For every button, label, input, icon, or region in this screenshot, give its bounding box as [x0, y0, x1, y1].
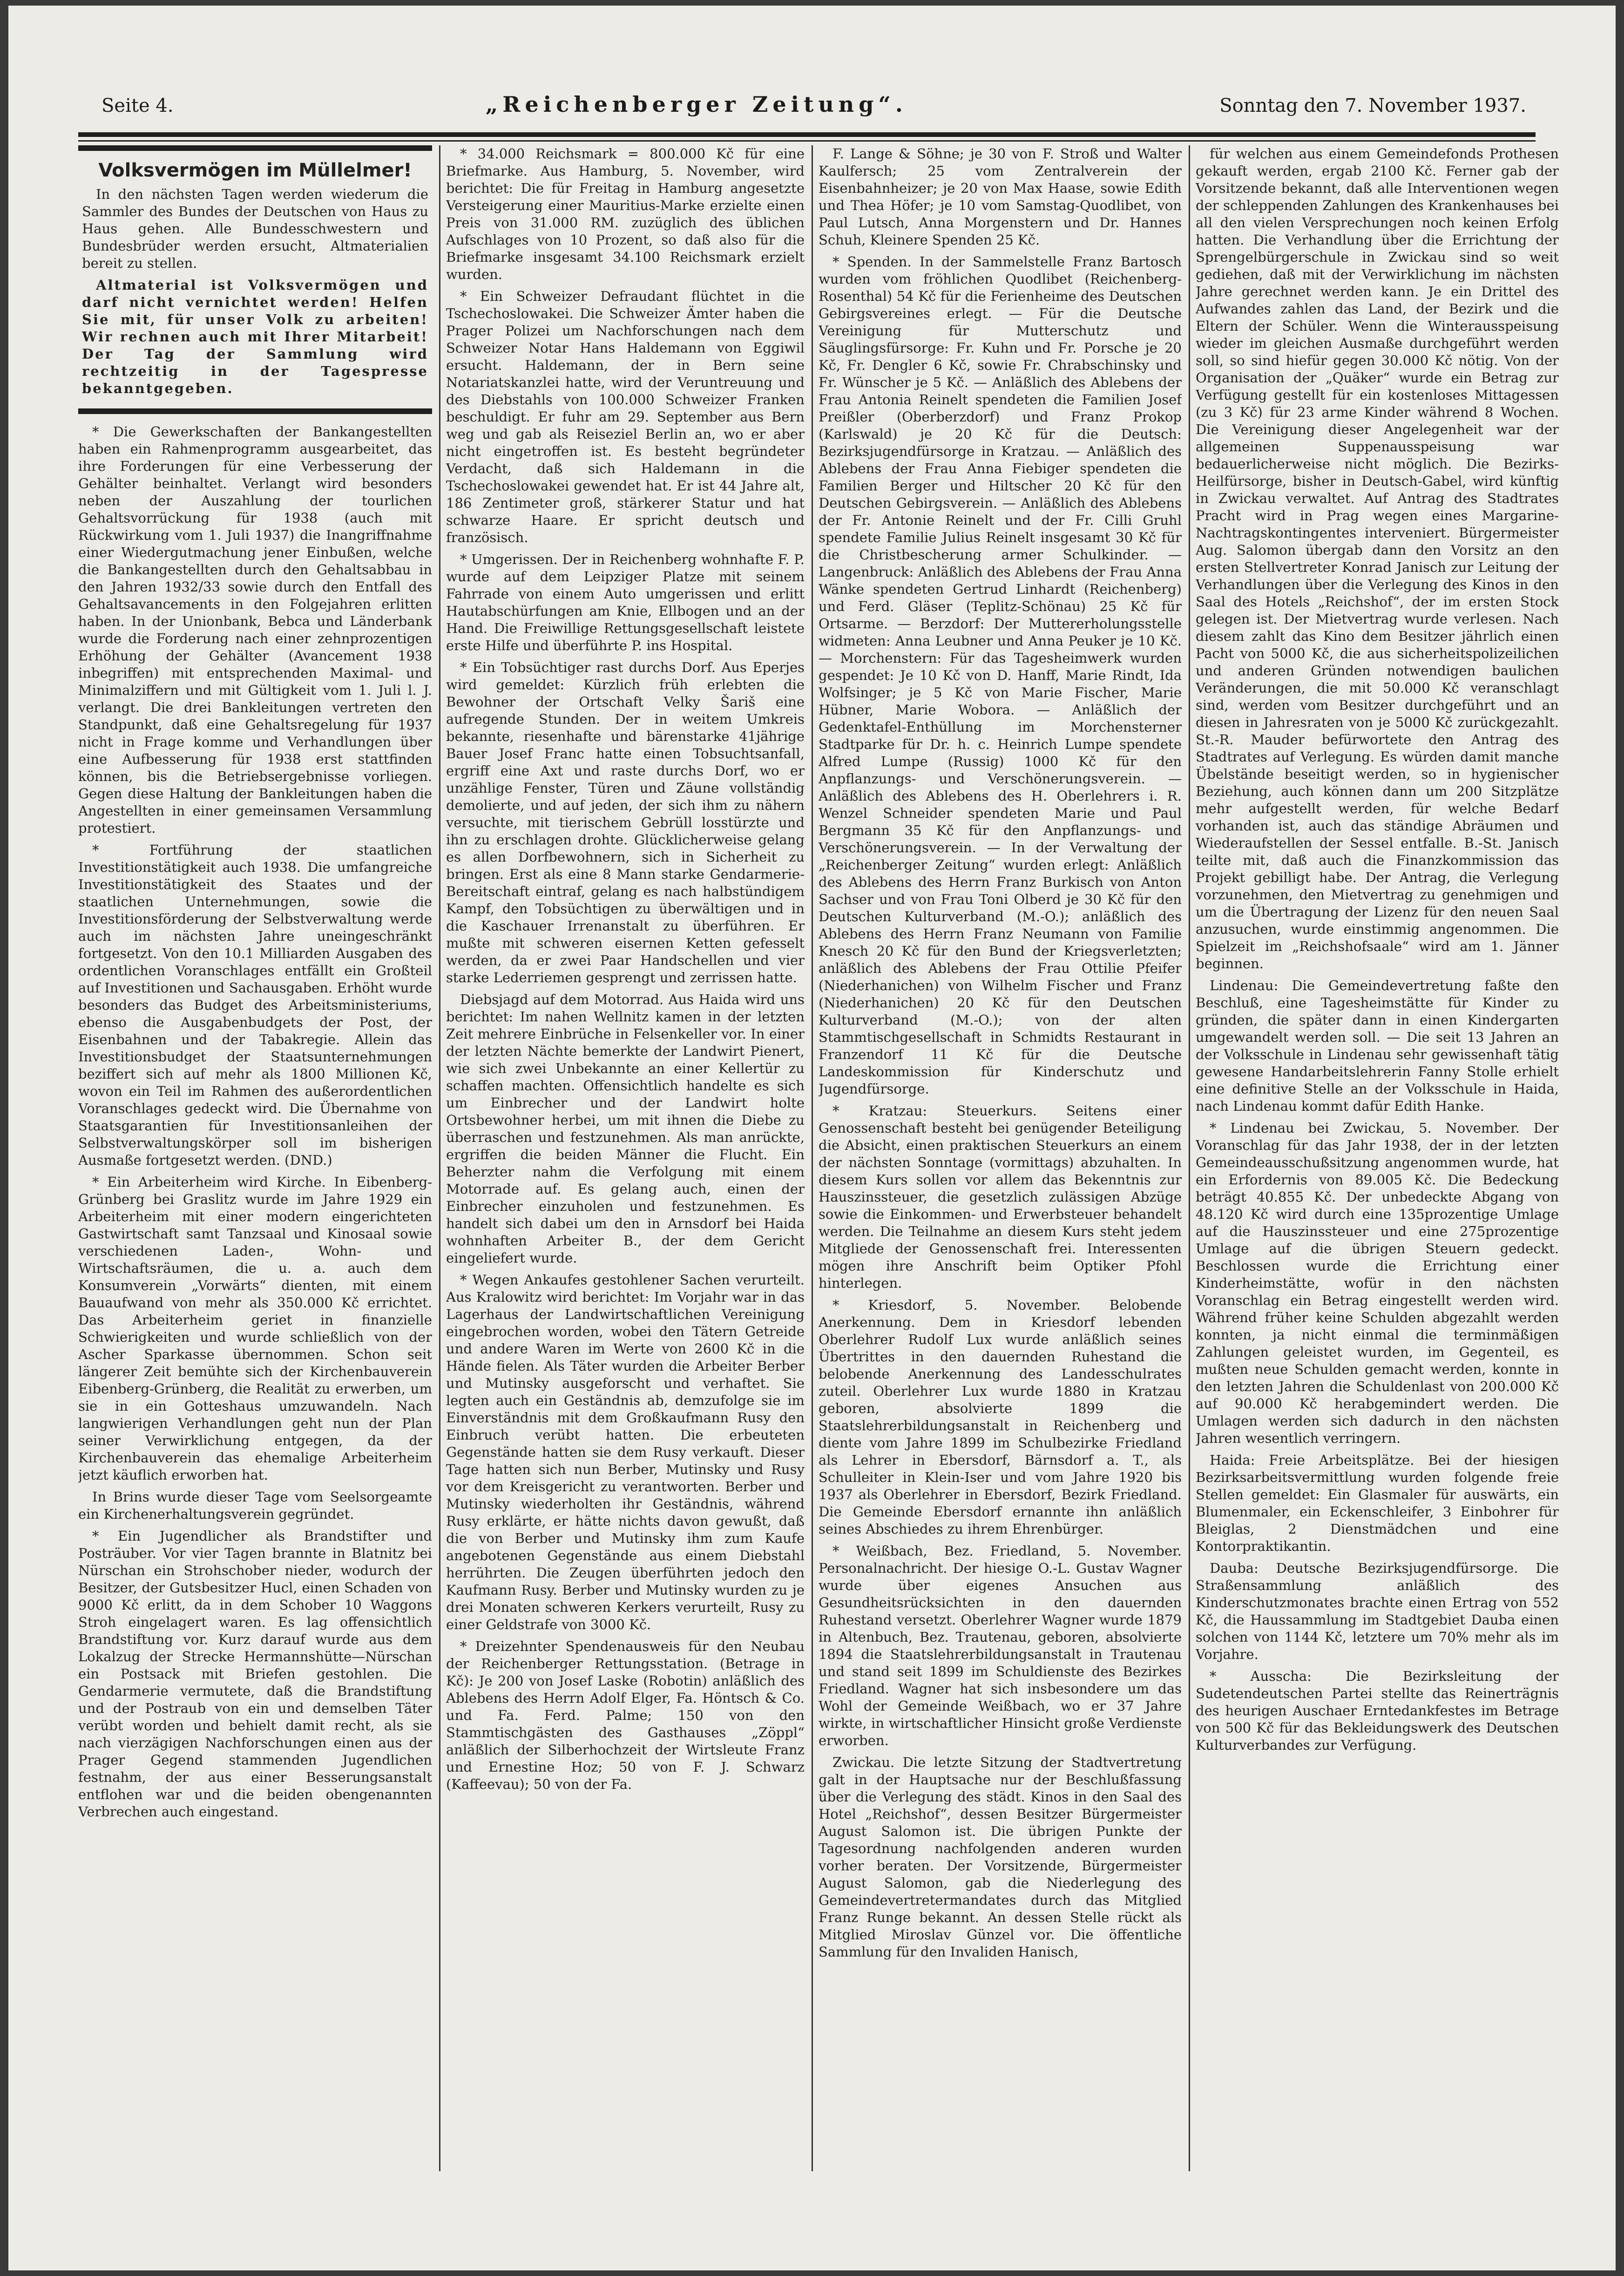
notice-title: Volksvermögen im Müllelmer! [98, 160, 412, 181]
header-rule [78, 132, 1536, 137]
notice-text: In den nächsten Tagen werden wiederum die Sammler des Bundes der Deutschen von Haus zu Haus gehen. Alle Bundesschwestern und Bundesbrüder werden ersucht, Altmaterialien bereit zu stellen. [82, 186, 428, 271]
masthead: „Reichenberger Zeitung“. [485, 92, 907, 117]
article-kriesdorf-recognition: * Kriesdorf, 5. November. Belobende Anerkennung. Dem in Kriesdorf lebenden Oberlehrer Rudolf Lux wurde anläßlich seines Übertrittes in den dauernden Ruhestand die belobende Anerkennung des Landesschulrates zuteil. Oberlehrer Lux wurde 1880 in Kratzau geboren, absolvierte 1899 die Staatslehrerbildungsanstalt in Reichenberg und diente vom Jahre 1899 im Schulbezirke Friedland als Lehrer in Ebersdorf, Bärnsdorf a. T., als Schulleiter in Klein-Iser und vom Jahre 1920 bis 1937 als Oberlehrer in Ebersdorf, Bezirk Friedland. Die Gemeinde Ebersdorf ernannte ihn anläßlich seines Abschiedes zu ihrem Ehrenbürger. [819, 1297, 1182, 1537]
article-motorcycle-chase: Diebsjagd auf dem Motorrad. Aus Haida wird uns berichtet: Im nahen Wellnitz kamen in der letzten Zeit mehrere Einbrüche in Felsenkeller vor. In einer der letzten Nächte bemerkte der Landwirt Pienert, wie sich zwei Unbekannte an einer Kellertür zu schaffen machten. Offensichtlich handelte es sich um Einbrecher und der Landwirt holte Ortsbewohner herbei, um mit ihnen die Diebe zu überraschen und festzunehmen. Als man anrückte, ergriffen die beiden Männer die Flucht. Ein Beherzter nahm die Verfolgung mit einem Motorrade auf. Es gelang auch, einen der Einbrecher einzuholen und festzunehmen. Es handelt sich dabei um den in Arnsdorf bei Haida wohnhaften Arbeiter B., der dem Gericht eingeliefert wurde. [446, 992, 805, 1266]
article-young-arsonist: * Ein Jugendlicher als Brandstifter und Posträuber. Vor vier Tagen brannte in Blatnitz bei Nürschan ein Strohschober nieder, wodurch der Besitzer, der Gutsbesitzer Hucl, einen Schaden von 9000 Kč erlitt, da in dem Schober 10 Waggons Stroh eingelagert waren. Es lag offensichtlich Brandstiftung vor. Kurz darauf wurde aus dem Lokalzug der Strecke Hermannshütte—Nürschan ein Postsack mit Briefen gestohlen. Die Gendarmerie vermutete, daß die Brandstiftung und der Postraub von ein und demselben Täter verübt worden und behielt damit recht, als sie nach vierzägigen Nachforschungen einen aus der Prager Gegend stammenden Jugendlichen festnahm, der aus einer Besserungsanstalt entflohen war und die beiden obengenannten Verbrechen auch eingestand. [78, 1528, 432, 1820]
page-number: Seite 4. [102, 95, 174, 116]
header-rule-thin [78, 140, 1536, 142]
article-lindenau-daycare: Lindenau: Die Gemeindevertretung faßte den Beschluß, eine Tagesheimstätte für Kinder zu gründen, die später dann in einen Kindergarten umgewandelt werden soll. — Die seit 13 Jahren an der Volksschule in Lindenau sehr gewissenhaft tätig gewesene Handarbeitslehrerin Fanny Stolle erhielt eine definitive Stelle an der Volksschule in Haida, nach Lindenau kommt dafür Edith Hanke. [1196, 978, 1559, 1114]
article-dauba-youth-welfare: Dauba: Deutsche Bezirksjugendfürsorge. Die Straßensammlung anläßlich des Kinderschutzmonates brachte einen Ertrag von 552 Kč, die Haussammlung im Stadtgebiet Dauba einen solchen von 1144 Kč, letztere um 70% mehr als im Vorjahre. [1196, 1560, 1559, 1662]
notice-appeal: Altmaterial ist Volksvermögen und darf nicht vernichtet werden! Helfen Sie mit, für unser Volk zu arbeiten! Wir rechnen auch mit Ihrer Mitarbeit! Der Tag der Sammlung wird rechtzeitig in der Tagespresse bekanntgegeben. [82, 277, 428, 396]
article-auscha-party: * Ausscha: Die Bezirksleitung der Sudetendeutschen Partei stellte das Reinerträgnis des heurigen Auschaer Erntedankfestes im Betrage von 500 Kč für das Bekleidungswerk des Deutschen Kulturverbandes zur Verfügung. [1196, 1668, 1559, 1753]
article-lindenau-budget: * Lindenau bei Zwickau, 5. November. Der Voranschlag für das Jahr 1938, der in der letzten Gemeindeausschußsitzung angenommen wurde, hat ein Erfordernis von 89.005 Kč. Die Bedeckung beträgt 40.855 Kč. Der unbedeckte Abgang von 48.120 Kč wird durch eine 135prozentige Umlage auf die Hauszinssteuer und eine 275prozentige Umlage auf die übrigen Steuern gedeckt. Beschlossen wurde die Errichtung einer Kinderheimstätte, wofür in den nächsten Voranschlag ein Betrag eingestellt werden wird. Während früher keine Schulden abgezahlt werden konnten, ja nicht einmal die terminmäßigen Zahlungen geleistet wurden, im Gegenteil, es mußten neue Schulden gemacht werden, konnte in den letzten Jahren die Schuldenlast von 200.000 Kč auf 90.000 Kč herabgemindert werden. Die Umlagen werden sich dadurch in den nächsten Jahren wesentlich verringern. [1196, 1120, 1559, 1446]
article-bank-salaries: * Die Gewerkschaften der Bankangestellten haben ein Rahmenprogramm ausgearbeitet, das ihre Forderungen für eine Verbesserung der Gehälter beinhaltet. Verlangt wird besonders neben der Auszahlung der tourlichen Gehaltsvorrückung für 1938 (auch mit Rückwirkung vom 1. Juli 1937) die Inangriffnahme einer Wiedergutmachung jener Einbußen, welche die Bankangestellten durch den Gehaltsabbau in den Jahren 1932/33 sowie durch den Entfall des Gehaltsavancements in den Folgejahren erlitten haben. In der Unionbank, Bebca und Länderbank wurde die Forderung nach einer zehnprozentigen Erhöhung der Gehälter (Avancement 1938 inbegriffen) mit entsprechenden Maximal- und Minimalziffern und mit Gültigkeit vom 1. Juli l. J. verlangt. Die drei Bankleitungen vertreten den Standpunkt, daß eine Gehaltsregelung für 1937 nicht in Frage komme und Verhandlungen über eine Aufbesserung für 1938 erst stattfinden können, bis die Betriebsergebnisse vorliegen. Gegen diese Haltung der Bankleitungen haben die Angestellten in einer gemeinsamen Versammlung protestiert. [78, 424, 432, 836]
article-workers-home-church: * Ein Arbeiterheim wird Kirche. In Eibenberg-Grünberg bei Graslitz wurde im Jahre 1929 ein Arbeiterheim mit einer modern eingerichteten Gastwirtschaft samt Tanzsaal und Kinosaal sowie verschiedenen Laden-, Wohn- und Wirtschaftsräumen, die u. a. auch dem Konsumverein „Vorwärts“ dienten, mit einem Bauaufwand von mehr als 350.000 Kč errichtet. Das Arbeiterheim geriet in finanzielle Schwierigkeiten und wurde schließlich von der Ascher Sparkasse übernommen. Schon seit längerer Zeit bemühte sich der Kirchenbauverein Eibenberg-Grünberg, die Realität zu erwerben, um sie in ein Gotteshaus umzuwandeln. Nach langwierigen Verhandlungen geht nun der Plan seiner Verwirklichung entgegen, da der Kirchenbauverein das ehemalige Arbeiterheim jetzt käuflich erworben hat. [78, 1174, 432, 1483]
column-separator [439, 145, 440, 2171]
article-zwickau-council-continued: für welchen aus einem Gemeindefonds Prothesen gekauft werden, ergab 2100 Kč. Ferner gab der Vorsitzende bekannt, daß alle Interventionen wegen der schleppenden Zahlungen des Krankenhauses bei all den vielen Versprechungen noch keinen Erfolg hatten. Die Verhandlung über die Errichtung der Sprengelbürgerschule in Zwickau sind so weit gediehen, daß mit der Verwirklichung im nächsten Jahre gerechnet werden kann. Je ein Drittel des Aufwandes zahlen das Land, der Bezirk und die Eltern der Schüler. Wenn die Winterausspeisung wieder im gleichen Ausmaße durchgeführt werden soll, so sind hiefür gegen 30.000 Kč nötig. Von der Organisation der „Quäker“ wurde ein Betrag zur Verfügung gestellt für ein kostenloses Mittagessen (zu 3 Kč) für 23 arme Kinder während 8 Wochen. Die Vereinigung dieser Angelegenheit war der allgemeinen Suppenausspeisung war bedauerlicherweise nicht möglich. Die Bezirks-Heilfürsorge, bisher in Deutsch-Gabel, wird künftig in Zwickau verwaltet. Auf Antrag des Stadtrates Pracht wird in Prag wegen eines Margarine-Nachtragskontingentes interveniert. Bürgermeister Aug. Salomon übergab dann den Vorsitz an den ersten Stellvertreter Konrad Janisch zur Leitung der Verhandlungen über die Verlegung des Kinos in den Saal des Hotels „Reichshof“, der im ersten Stock gelegen ist. Der Mietvertrag wurde verlesen. Nach diesem zahlt das Kino dem Besitzer jährlich einen Pacht von 5000 Kč, die aus sicherheitspolizeilichen und anderen Gründen notwendigen baulichen Veränderungen, die mit 50.000 Kč veranschlagt sind, werden vom Besitzer durchgeführt und an diesen in Jahresraten von je 5000 Kč zurückgezahlt. St.-R. Mauder befürwortete den Antrag des Stadtrates auf Verlegung. Es würden damit manche Übelstände beseitigt werden, so in hygienischer Beziehung, auch können dann um 200 Sitzplätze mehr aufgestellt werden, für welche Bedarf vorhanden ist, auch das ständige Abräumen und Wiederaufstellen der Sessel entfalle. B.-St. Janisch teilte mit, daß auch die Finanzkommission das Projekt gebilligt habe. Der Antrag, die Verlegung vorzunehmen, den Mietvertrag zu genehmigen und um die Übertragung der Lizenz für den neuen Saal anzusuchen, wurde einstimmig angenommen. Die Spielzeit im „Reichshofsaale“ wird am 1. Jänner beginnen. [1196, 146, 1559, 972]
article-donations: * Spenden. In der Sammelstelle Franz Bartosch wurden vom fröhlichen Quodlibet (Reichenberg-Rosenthal) 54 Kč für die Ferienheime des Deutschen Gebirgsvereines erlegt. — Für die Deutsche Vereinigung für Mutterschutz und Säuglingsfürsorge: Fr. Kuhn und Fr. Porsche je 20 Kč, Fr. Dengler 6 Kč, sowie Fr. Chrabschinsky und Fr. Wünscher je 5 Kč. — Anläßlich des Ablebens der Frau Antonia Reinelt spendeten die Familien Josef Preißler (Oberberzdorf) und Franz Prokop (Karlswald) je 20 Kč für die Deutsch: Bezirksjugendfürsorge in Kratzau. — Anläßlich des Ablebens der Frau Anna Fiebiger spendeten die Familien Berger und Hiltscher 20 Kč für den Deutschen Gebirgsverein. — Anläßlich des Ablebens der Fr. Antonie Reinelt und der Fr. Cilli Gruhl spendete Familie Julius Reinelt insgesamt 30 Kč für die Christbescherung armer Schulkinder. — Langenbruck: Anläßlich des Ablebens der Frau Anna Wänke spendeten Gertrud Linhardt (Reichenberg) und Ferd. Gläser (Teplitz-Schönau) 25 Kč für Ortsarme. — Berzdorf: Der Muttererholungsstelle widmeten: Anna Leubner und Anna Peuker je 10 Kč. — Morchenstern: Für das Tagesheimwerk wurden gespendet: Je 10 Kč von D. Hanff, Marie Rindt, Ida Wolfsinger; je 5 Kč von Marie Fischer, Marie Hübner, Marie Wobora. — Anläßlich der Gedenktafel-Enthüllung im Morchensterner Stadtparke für Dr. h. c. Heinrich Lumpe spendete Alfred Lumpe (Russig) 1000 Kč für den Anpflanzungs- und Verschönerungsverein. — Anläßlich des Ablebens des H. Oberlehrers i. R. Wenzel Schneider spendeten Marie und Paul Bergmann 35 Kč für den Anpflanzungs- und Verschönerungsverein. — In der Verwaltung der „Reichenberger Zeitung“ wurden erlegt: Anläßlich des Ablebens des Herrn Franz Burkisch von Anton Sachser und von Frau Toni Olberd je 30 Kč für den Deutschen Kulturverband (M.-O.); anläßlich des Ablebens des Herrn Franz Neumann von Familie Knesch 20 Kč für den Bund der Kriegsverletzten; anläßlich des Ablebens der Frau Ottilie Pfeifer (Niederhanichen) von Wilhelm Fischer und Franz (Niederhanichen) 20 Kč für den Deutschen Kulturverband (M.-O.); von der alten Stammtischgesellschaft in Schmidts Restaurant in Franzendorf 11 Kč für die Deutsche Landeskommission für Kinderschutz und Jugendfürsorge. [819, 254, 1182, 1097]
article-raving-farmer: * Ein Tobsüchtiger rast durchs Dorf. Aus Eperjes wird gemeldet: Kürzlich früh erlebten die Bewohner der Ortschaft Velky Šariš eine aufregende Stunden. Der in weitem Umkreis bekannte, riesenhafte und bärenstarke 41jährige Bauer Josef Franc hatte einen Tobsuchtsanfall, ergriff eine Axt und raste durchs Dorf, wo er unzählige Fenster, Türen und Zäune vollständig demolierte, und auf jeden, der sich ihm zu nähern versuchte, mit tierischem Gebrüll losstürzte und ihn zu erschlagen drohte. Glücklicherweise gelang es allen Dorfbewohnern, sich in Sicherheit zu bringen. Erst als eine 8 Mann starke Gendarmerie-Bereitschaft eintraf, gelang es nach halbstündigem Kampf, den Tobsüchtigen zu überwältigen und in die Kaschauer Irrenanstalt zu überführen. Er mußte mit schweren eisernen Ketten gefesselt werden, da er zwei Paar Handschellen und vier starke Lederriemen gesprengt und zerrissen hatte. [446, 659, 805, 985]
article-donations-continued: F. Lange & Söhne; je 30 von F. Stroß und Walter Kaulfersch; 25 vom Zentralverein der Eisenbahnheizer; je 20 von Max Haase, sowie Edith und Thea Höfer; je 10 vom Samstag-Quodlibet, von Paul Lutsch, Anna Morgenstern und Dr. Hannes Schuh, Kleinere Spenden 25 Kč. [819, 146, 1182, 248]
column-separator [1189, 145, 1190, 2171]
column-4 [1196, 145, 1559, 2176]
article-zwickau-council: Zwickau. Die letzte Sitzung der Stadtvertretung galt in der Hauptsache nur der Beschlußfassung über die Verlegung des städt. Kinos in den Saal des Hotel „Reichshof“, dessen Besitzer Bürgermeister August Salomon ist. Die übrigen Punkte der Tagesordnung nachfolgenden anderen wurden vorher beraten. Der Vorsitzende, Bürgermeister August Salomon, gab die Niederlegung des Gemeindevertretermandates durch das Mitglied Franz Runge bekannt. An dessen Stelle rückt als Mitglied Miroslav Günzel vor. Die öffentliche Sammlung für den Invaliden Hanisch, [819, 1754, 1182, 1960]
column-1 [78, 145, 432, 2176]
issue-date: Sonntag den 7. November 1937. [1219, 95, 1526, 116]
article-weissbach-personnel: * Weißbach, Bez. Friedland, 5. November. Personalnachricht. Der hiesige O.-L. Gustav Wagner wurde über eigenes Ansuchen aus Gesundheitsrücksichten in den dauernden Ruhestand versetzt. Oberlehrer Wagner wurde 1879 in Altenbuch, Bez. Trautenau, geboren, absolvierte 1894 die Staatslehrerbildungsanstalt in Trautenau und stand seit 1899 im Schuldienste des Bezirkes Friedland. Wagner hat sich insbesondere um das Wohl der Gemeinde Weißbach, wo er 37 Jahre wirkte, in wirtschaftlicher Hinsicht große Verdienste erworben. [819, 1543, 1182, 1748]
column-3 [819, 145, 1182, 2176]
article-rescue-station-donations: * Dreizehnter Spendenausweis für den Neubau der Reichenberger Rettungsstation. (Betrage in Kč): Je 200 von Josef Laske (Robotin) anläßlich des Ablebens des Herrn Adolf Elger, Fa. Höntsch & Co. und Fa. Ferd. Palme; 150 von den Stammtischgästen des Gasthauses „Zöppl“ anläßlich der Silberhochzeit der Wirtsleute Franz und Ernestine Hoz; 50 von F. J. Schwarz (Kaffeevau); 50 von der Fa. [446, 1638, 805, 1792]
article-haida-jobs: Haida: Freie Arbeitsplätze. Bei der hiesigen Bezirksarbeitsvermittlung wurden folgende freie Stellen gemeldet: Ein Glasmaler für auswärts, ein Blumenmaler, ein Eckenschleifer, 3 Einbohrer für Bleiglas, 2 Dienstmädchen und eine Kontorpraktikantin. [1196, 1452, 1559, 1554]
article-swiss-defraudant: * Ein Schweizer Defraudant flüchtet in die Tschechoslowakei. Die Schweizer Ämter haben die Prager Polizei um Nachforschungen nach dem Schweizer Notar Hans Haldemann von Eggiwil ersucht. Haldemann, der in Bern seine Notariatskanzlei hatte, wird der Veruntreuung und des Diebstahls von 100.000 Schweizer Franken beschuldigt. Er fuhr am 29. September aus Bern weg und gab als Reiseziel Berlin an, wo er aber nicht eingetroffen ist. Es besteht begründeter Verdacht, daß sich Haldemann in die Tschechoslowakei gewendet hat. Er ist 44 Jahre alt, 186 Zentimeter groß, stärkerer Statur und hat schwarze Haare. Er spricht deutsch und französisch. [446, 288, 805, 545]
page-header [102, 92, 1526, 134]
article-kratzau-tax-course: * Kratzau: Steuerkurs. Seitens einer Genossenschaft besteht bei genügender Beteiligung die Absicht, einen praktischen Steuerkurs an einem der nächsten Sonntage (vormittags) abzuhalten. In diesem Kurs sollen vor allem das Bekenntnis zur Hauszinssteuer, die gesetzlich zulässigen Abzüge sowie die Einkommen- und Erwerbsteuer behandelt werden. Die Teilnahme an diesem Kurs steht jedem Mitgliede der Genossenschaft frei. Interessenten mögen ihre Anschrift beim Optiker Pfohl hinterlegen. [819, 1103, 1182, 1291]
article-stamp-auction: * 34.000 Reichsmark = 800.000 Kč für eine Briefmarke. Aus Hamburg, 5. November, wird berichtet: Die für Freitag in Hamburg angesetzte Versteigerung einer Mauritius-Marke erzielte einen Preis von 31.000 RM. zuzüglich des üblichen Aufschlages von 10 Prozent, so daß also für die Briefmarke insgesamt 34.100 Reichsmark erzielt wurden. [446, 146, 805, 282]
article-cyclist-accident: * Umgerissen. Der in Reichenberg wohnhafte F. P. wurde auf dem Leipziger Platze mit seinem Fahrrade von einem Auto umgerissen und erlitt Hautabschürfungen am Knie, Ellbogen und an der Hand. Die Freiwillige Rettungsgesellschaft leistete erste Hilfe und überführte P. ins Hospital. [446, 551, 805, 653]
article-brins-church-society: In Brins wurde dieser Tage vom Seelsorgeamte ein Kirchenerhaltungsverein gegründet. [78, 1489, 432, 1522]
notice-box [78, 145, 432, 414]
article-state-investment: * Fortführung der staatlichen Investitionstätigkeit auch 1938. Die umfangreiche Investitionstätigkeit des Staates und der staatlichen Unternehmungen, sowie die Investitionsförderung der Selbstverwaltung werde auch im nächsten Jahre uneingeschränkt fortgesetzt. Von den 10.1 Milliarden Ausgaben des ordentlichen Voranschlages entfällt ein Großteil auf Investitionen und Sachausgaben. Erhöht wurde besonders das Budget des Arbeitsministeriums, ebenso die Ausgabenbudgets der Post, der Eisenbahnen und der Tabakregie. Allein das Investitionsbudget der Staatsunternehmungen beziffert sich auf mehr als 1800 Millionen Kč, wovon ein Teil im Rahmen des außerordentlichen Voranschlages gedeckt wird. Die Übernahme von Staatsgarantien für Investitionsanleihen der Selbstverwaltungskörper soll im bisherigen Ausmaße fortgesetzt werden. (DND.) [78, 842, 432, 1168]
column-2 [446, 145, 805, 2176]
article-stolen-goods-trial: * Wegen Ankaufes gestohlener Sachen verurteilt. Aus Kralowitz wird berichtet: Im Vorjahr war in das Lagerhaus der Landwirtschaftlichen Vereinigung eingebrochen worden, wobei den Tätern Getreide und andere Waren im Werte von 2600 Kč in die Hände fielen. Als Täter wurden die Arbeiter Berber und Mutinsky ausgeforscht und verhaftet. Sie legten auch ein Geständnis ab, demzufolge sie im Einverständnis mit dem Großkaufmann Rusy den Einbruch verübt hatten. Die erbeuteten Gegenstände hatten sie dem Rusy verkauft. Dieser Tage hatten sich nun Berber, Mutinsky und Rusy vor dem Kreisgericht zu verantworten. Berber und Mutinsky wiederholten ihr Geständnis, während Rusy erklärte, er hätte nichts davon gewußt, daß die von Berber und Mutinsky ihm zum Kaufe angebotenen Gegenstände aus einem Diebstahl herrührten. Die Zeugen überführten jedoch den Kaufmann Rusy. Berber und Mutinsky wurden zu je drei Monaten schweren Kerkers verurteilt, Rusy zu einer Geldstrafe von 3000 Kč. [446, 1272, 805, 1632]
column-separator [812, 145, 813, 2171]
newspaper-page [8, 6, 1616, 2270]
